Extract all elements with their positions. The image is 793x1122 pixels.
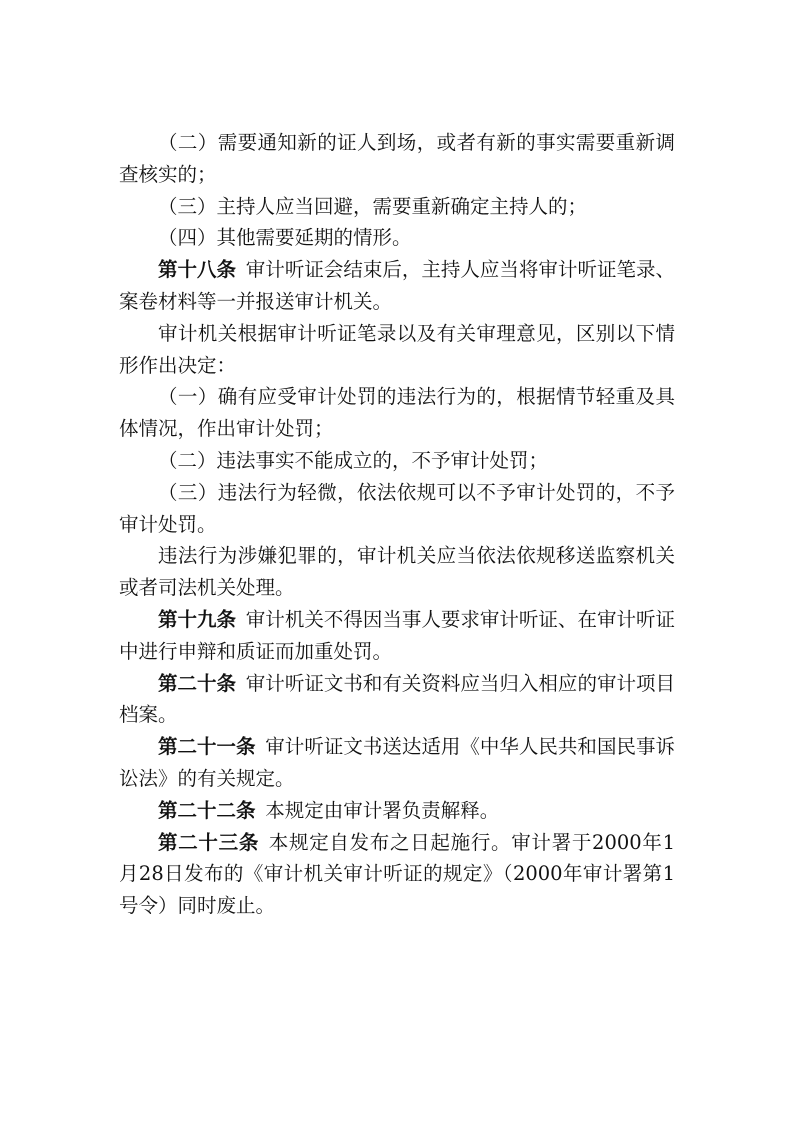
paragraph — [119, 191, 675, 223]
paragraph — [119, 477, 675, 541]
document-body — [119, 127, 675, 922]
paragraph — [119, 127, 675, 191]
paragraph — [119, 540, 675, 604]
paragraph-text: （二）需要通知新的证人到场，或者有新的事实需要重新调查核实的； — [119, 131, 675, 186]
article-21 — [119, 731, 675, 795]
paragraph-text: （三）主持人应当回避，需要重新确定主持人的； — [158, 194, 588, 218]
paragraph-text: 本规定自发布之日起施行。审计署于2000年1月28日发布的《审计机关审计听证的规定》（2000年审计署第1号令）同时废止。 — [119, 830, 675, 918]
article-19 — [119, 604, 675, 668]
paragraph-text: 审计机关根据审计听证笔录以及有关审理意见，区别以下情形作出决定： — [119, 321, 675, 377]
article-18 — [119, 254, 675, 318]
paragraph-text: （一）确有应受审计处罚的违法行为的，根据情节轻重及具体情况，作出审计处罚； — [119, 385, 675, 441]
paragraph — [119, 318, 675, 382]
paragraph-text: 本规定由审计署负责解释。 — [265, 798, 500, 822]
article-22 — [119, 795, 675, 827]
article-23 — [119, 827, 675, 922]
paragraph-text: 审计机关不得因当事人要求审计听证、在审计听证中进行申辩和质证而加重处罚。 — [119, 607, 675, 663]
paragraph-text: 审计听证会结束后，主持人应当将审计听证笔录、案卷材料等一并报送审计机关。 — [119, 258, 675, 313]
paragraph — [119, 222, 675, 254]
article-number: 第二十三条 — [158, 830, 260, 854]
article-number: 第二十二条 — [158, 798, 256, 822]
paragraph-text: 审计听证文书和有关资料应当归入相应的审计项目档案。 — [119, 671, 675, 727]
article-number: 第二十条 — [158, 671, 237, 695]
paragraph — [119, 445, 675, 477]
paragraph-text: （二）违法事实不能成立的，不予审计处罚； — [158, 448, 549, 472]
paragraph-text: 审计听证文书送达适用《中华人民共和国民事诉讼法》的有关规定。 — [119, 735, 675, 790]
article-20 — [119, 668, 675, 732]
article-number: 第十八条 — [158, 258, 237, 282]
paragraph-text: （四）其他需要延期的情形。 — [158, 226, 412, 250]
paragraph-text: （三）违法行为轻微，依法依规可以不予审计处罚的，不予审计处罚。 — [119, 480, 675, 536]
paragraph — [119, 381, 675, 445]
paragraph-text: 违法行为涉嫌犯罪的，审计机关应当依法依规移送监察机关或者司法机关处理。 — [119, 544, 675, 600]
article-number: 第二十一条 — [158, 735, 256, 759]
article-number: 第十九条 — [158, 607, 237, 631]
